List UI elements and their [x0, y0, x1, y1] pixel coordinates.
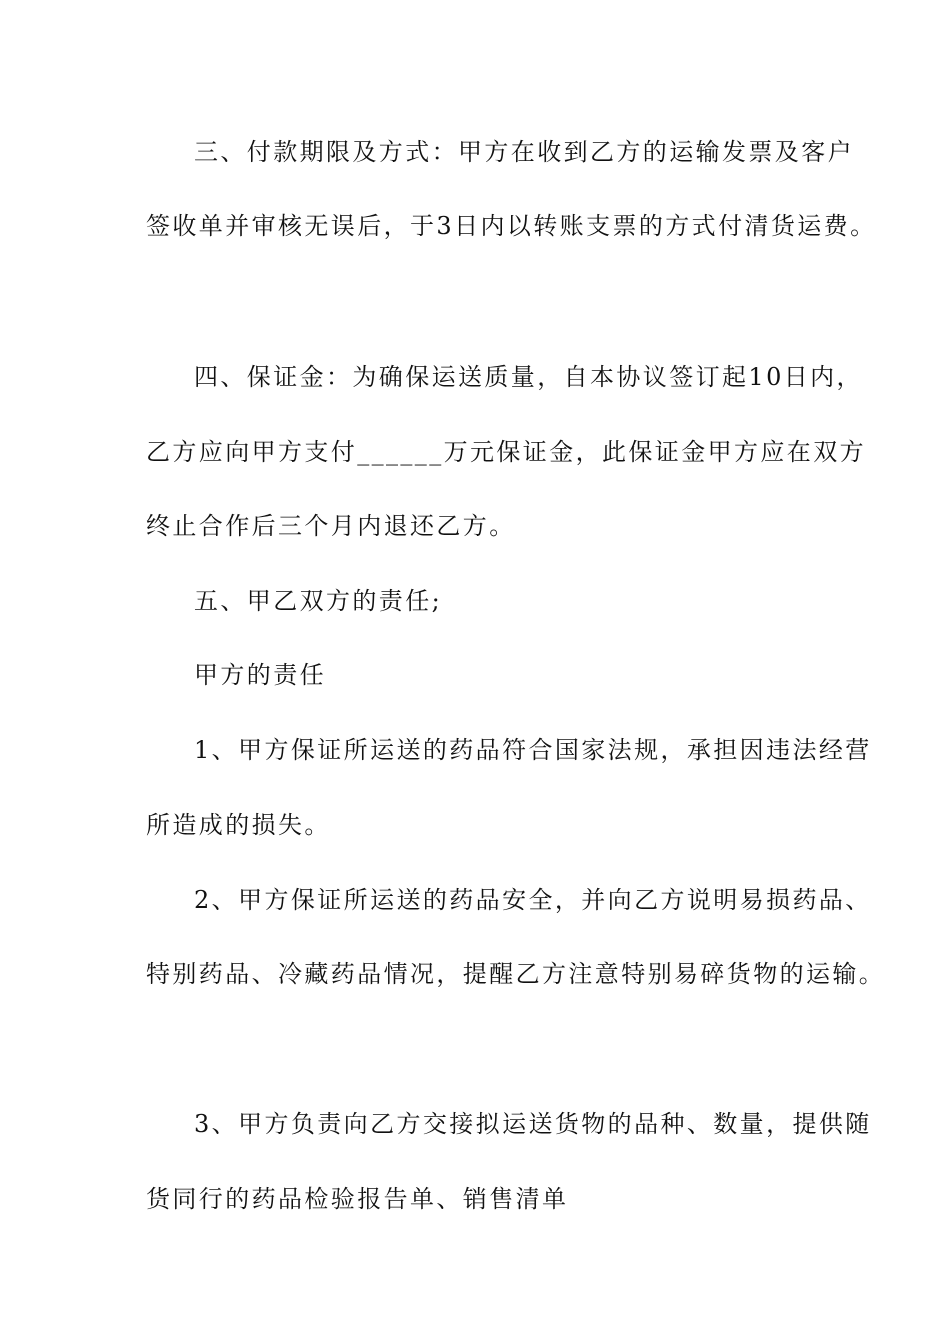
item-3-line-2: 货同行的药品检验报告单、销售清单 [146, 1185, 569, 1213]
paragraph-4-line-3: 终止合作后三个月内退还乙方。 [146, 512, 516, 540]
paragraph-4-line-1: 四、保证金：为确保运送质量，自本协议签订起10日内， [194, 363, 863, 391]
item-1-line-1: 1、甲方保证所运送的药品符合国家法规，承担因违法经营 [194, 736, 872, 764]
party-a-responsibility-heading: 甲方的责任 [194, 661, 326, 689]
paragraph-5-heading: 五、甲乙双方的责任; [194, 587, 443, 615]
item-1-line-2: 所造成的损失。 [146, 811, 331, 839]
paragraph-4-line-2: 乙方应向甲方支付______万元保证金，此保证金甲方应在双方 [146, 438, 866, 466]
item-3-line-1: 3、甲方负责向乙方交接拟运送货物的品种、数量，提供随 [194, 1110, 872, 1138]
item-2-line-2: 特别药品、冷藏药品情况，提醒乙方注意特别易碎货物的运输。 [146, 960, 886, 988]
paragraph-3-line-2: 签收单并审核无误后，于3日内以转账支票的方式付清货运费。 [146, 212, 877, 240]
item-2-line-1: 2、甲方保证所运送的药品安全，并向乙方说明易损药品、 [194, 886, 872, 914]
paragraph-3-line-1: 三、付款期限及方式：甲方在收到乙方的运输发票及客户 [194, 138, 854, 166]
